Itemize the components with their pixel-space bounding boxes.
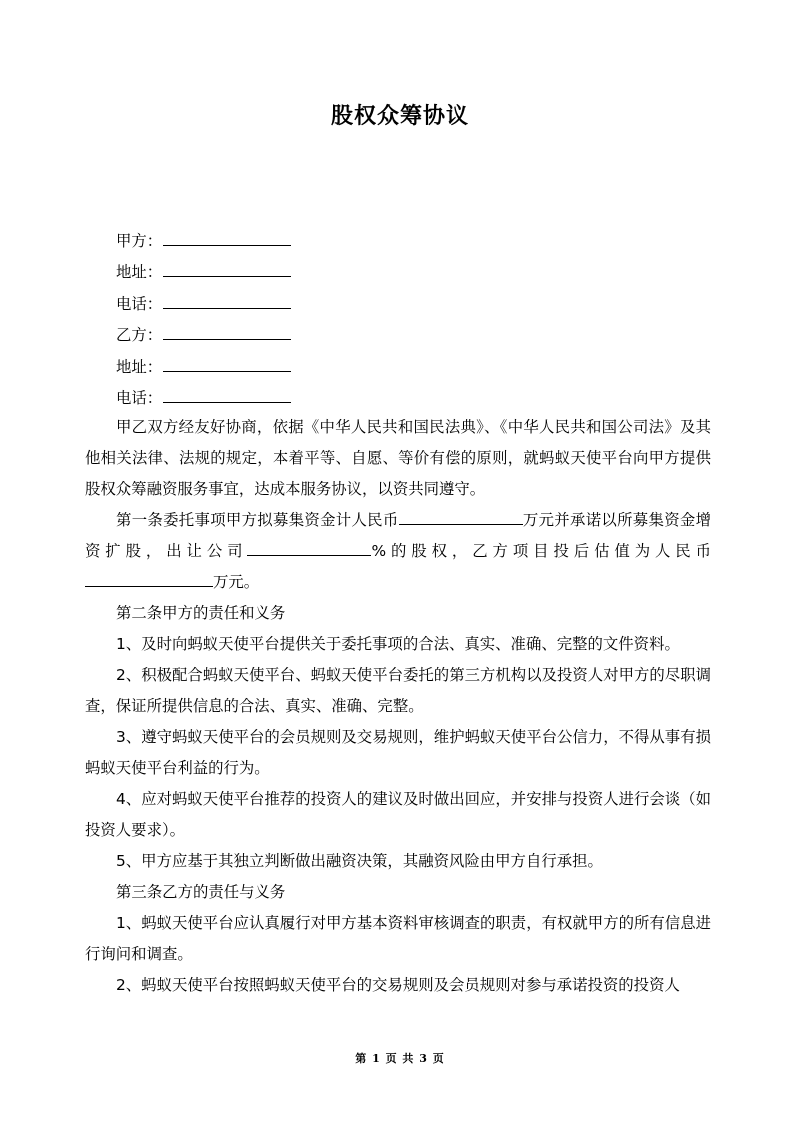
article2-item: 5、甲方应基于其独立判断做出融资决策，其融资风险由甲方自行承担。 [116,852,603,870]
article2-item: 1、及时向蚂蚁天使平台提供关于委托事项的合法、真实、准确、完整的文件资料。 [116,635,680,653]
party-label: 乙方： [116,326,163,345]
fill-blank [163,231,291,246]
agreement-body [85,412,711,1001]
party-label: 电话： [116,388,163,407]
article1-text: 第一条委托事项甲方拟募集资金计人民币 [116,511,399,529]
party-label: 地址： [116,263,163,282]
article2-item: 3、遵守蚂蚁天使平台的会员规则及交易规则，维护蚂蚁天使平台公信力，不得从事有损蚂蚁天使平台利益的行为。 [85,728,711,777]
fill-blank [163,357,291,372]
page-title: 股权众筹协议 [330,104,469,129]
party-line-jia-phone [116,289,291,320]
party-line-jia [116,226,291,257]
fill-blank [163,262,291,277]
party-label: 电话： [116,294,163,313]
article2-item: 4、应对蚂蚁天使平台推荐的投资人的建议及时做出回应，并安排与投资人进行会谈（如投资人要求）。 [85,790,711,839]
fill-blank [163,325,291,340]
fill-blank [247,541,371,556]
article2-item: 2、积极配合蚂蚁天使平台、蚂蚁天使平台委托的第三方机构以及投资人对甲方的尽职调查，保证所提供信息的合法、真实、准确、完整。 [85,666,711,715]
fill-blank [85,572,213,587]
party-line-yi [116,320,291,351]
article1-text: 万元。 [213,573,260,591]
party-line-jia-address [116,257,291,288]
fill-blank [399,510,523,525]
article1-text: 万元并承诺以所募集资金增资扩股，出让公司 [85,511,711,560]
party-label: 甲方： [116,232,163,250]
article1-paragraph [85,505,711,598]
page-footer: 第 1 页 共 3 页 [355,1052,445,1065]
article3-item: 1、蚂蚁天使平台应认真履行对甲方基本资料审核调查的职责，有权就甲方的所有信息进行询问和调查。 [85,914,711,963]
party-line-yi-address [116,352,291,383]
article3-heading: 第三条乙方的责任与义务 [116,883,286,901]
article2-heading: 第二条甲方的责任和义务 [116,604,286,622]
fill-blank [163,294,291,309]
party-info-block [116,226,291,414]
article1-text: %的股权，乙方项目投后估值为人民币 [371,542,711,560]
article3-item: 2、蚂蚁天使平台按照蚂蚁天使平台的交易规则及会员规则对参与承诺投资的投资人 [116,976,680,994]
fill-blank [163,388,291,403]
party-line-yi-phone [116,383,291,414]
party-label: 地址： [116,357,163,376]
intro-paragraph: 甲乙双方经友好协商，依据《中华人民共和国民法典》、《中华人民共和国公司法》及其他相关法律、法规的规定，本着平等、自愿、等价有偿的原则，就蚂蚁天使平台向甲方提供股权众筹融资服务事宜，达成本服务协议，以资共同遵守。 [85,418,711,498]
